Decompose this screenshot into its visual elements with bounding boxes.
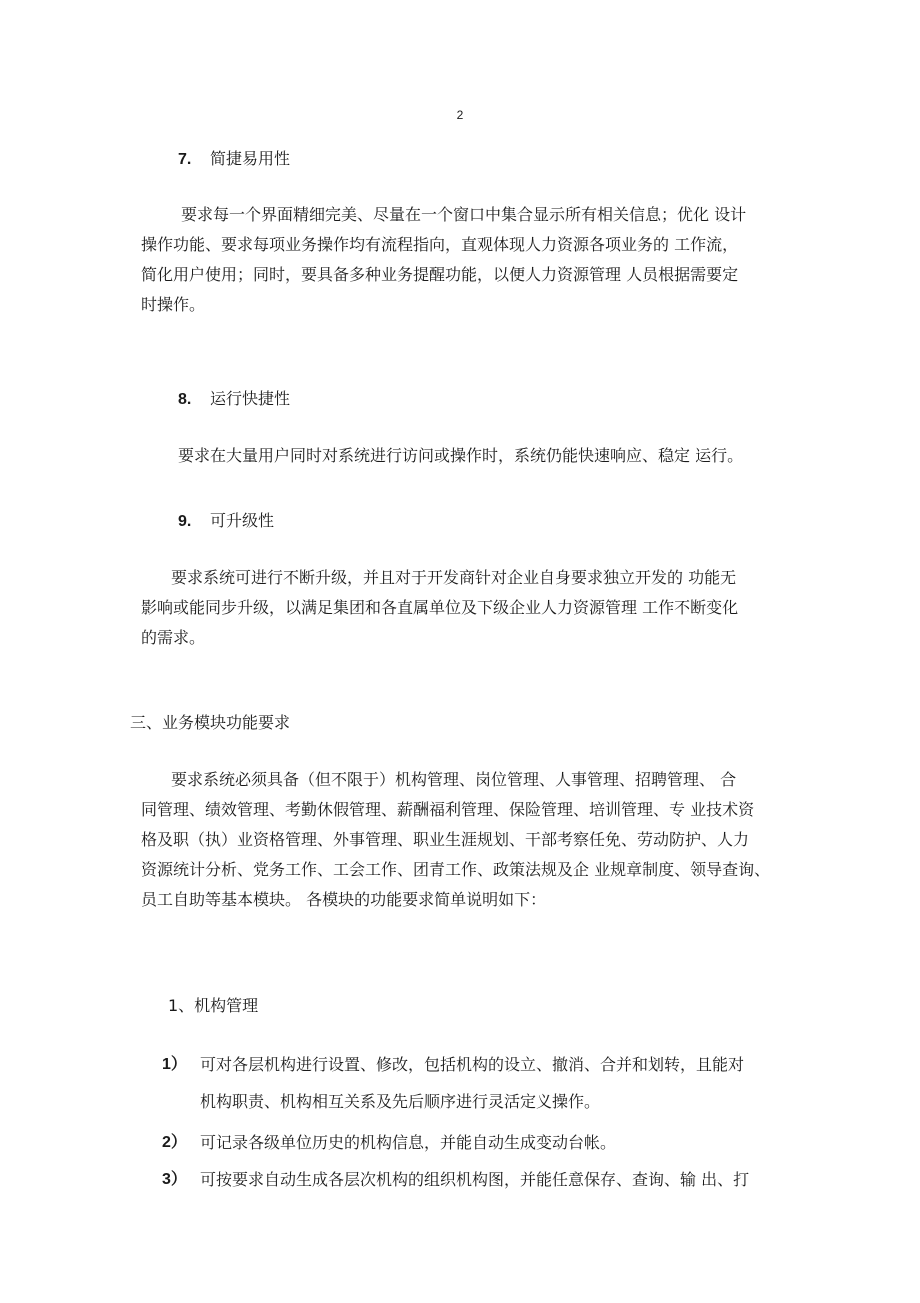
paragraph-line: 简化用户使用；同时，要具备多种业务提醒功能，以便人力资源管理 人员根据需要定 bbox=[141, 265, 739, 284]
paragraph-business-modules bbox=[141, 765, 791, 915]
paragraph-line: 格及职（执）业资格管理、外事管理、职业生涯规划、干部考察任免、劳动防护、人力 bbox=[141, 830, 750, 849]
heading-number: 8. bbox=[178, 391, 192, 408]
paragraph-line: 同管理、绩效管理、考勤休假管理、薪酬福利管理、保险管理、培训管理、专 业技术资 bbox=[141, 800, 755, 819]
heading-number: 7. bbox=[178, 151, 192, 168]
list-item-line: 可记录各级单位历史的机构信息，并能自动生成变动台帐。 bbox=[200, 1133, 617, 1152]
heading-simplicity bbox=[178, 146, 290, 169]
heading-number: 9. bbox=[178, 513, 192, 530]
paragraph-line: 要求系统必须具备（但不限于）机构管理、岗位管理、人事管理、招聘管理、 合 bbox=[171, 770, 737, 789]
page-number: 2 bbox=[456, 108, 464, 122]
list-item-line: 可对各层机构进行设置、修改，包括机构的设立、撤消、合并和划转，且能对 bbox=[200, 1055, 745, 1074]
section-title-business-modules: 三、业务模块功能要求 bbox=[130, 713, 291, 732]
list-item-marker: 2） bbox=[162, 1134, 187, 1151]
heading-upgradability bbox=[178, 508, 274, 531]
paragraph-line: 要求系统可进行不断升级，并且对于开发商针对企业自身要求独立开发的 功能无 bbox=[171, 568, 737, 587]
paragraph-line: 资源统计分析、党务工作、工会工作、团青工作、政策法规及企 业规章制度、领导查询、 bbox=[141, 860, 771, 879]
list-item bbox=[162, 1046, 802, 1120]
paragraph-line: 的需求。 bbox=[141, 628, 206, 647]
paragraph-upgradability bbox=[141, 563, 791, 653]
list-item-line: 机构职责、机构相互关系及先后顺序进行灵活定义操作。 bbox=[200, 1092, 601, 1111]
paragraph-simplicity bbox=[141, 200, 791, 320]
heading-text: 运行快捷性 bbox=[210, 389, 291, 408]
heading-text: 简捷易用性 bbox=[210, 149, 291, 168]
paragraph-line: 时操作。 bbox=[141, 295, 206, 314]
paragraph-line: 操作功能、要求每项业务操作均有流程指向，直观体现人力资源各项业务的 工作流， bbox=[141, 235, 739, 254]
list-item-marker: 1） bbox=[162, 1056, 187, 1073]
paragraph-line: 要求在大量用户同时对系统进行访问或操作时，系统仍能快速响应、稳定 运行。 bbox=[178, 446, 744, 465]
list-item-marker: 3） bbox=[162, 1171, 187, 1188]
list-item bbox=[162, 1161, 802, 1198]
paragraph-line: 员工自助等基本模块。 各模块的功能要求简单说明如下： bbox=[141, 890, 547, 909]
paragraph-line: 要求每一个界面精细完美、尽量在一个窗口中集合显示所有相关信息；优化 设计 bbox=[181, 205, 747, 224]
paragraph-performance bbox=[141, 441, 791, 471]
heading-text: 可升级性 bbox=[210, 511, 275, 530]
list-item-line: 可按要求自动生成各层次机构的组织机构图，并能任意保存、查询、输 出、打 bbox=[200, 1170, 750, 1189]
heading-performance bbox=[178, 386, 290, 409]
subsection-title-org-management: 1、机构管理 bbox=[168, 996, 259, 1015]
paragraph-line: 影响或能同步升级，以满足集团和各直属单位及下级企业人力资源管理 工作不断变化 bbox=[141, 598, 739, 617]
list-item bbox=[162, 1124, 802, 1161]
